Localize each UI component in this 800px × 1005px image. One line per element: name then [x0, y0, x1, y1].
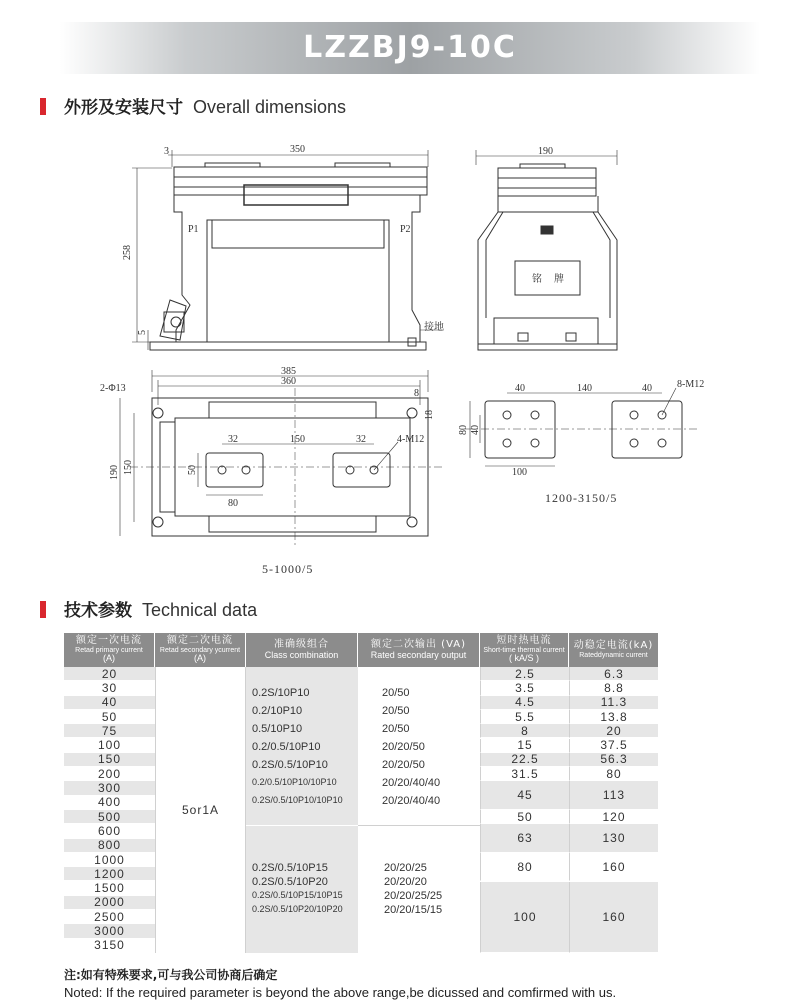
section-heading-dimensions	[40, 93, 346, 118]
dynamic-current-cell: 120	[569, 810, 658, 824]
header-en: Retad secondary ycurrent	[159, 646, 241, 654]
header-cn: 额定一次电流	[76, 635, 142, 647]
terminal-view	[465, 388, 700, 466]
dim-side-width: 190	[538, 146, 553, 157]
nameplate-char-1: 铭	[532, 274, 542, 285]
dynamic-current-cell: 160	[569, 853, 658, 882]
dim-term-140: 140	[577, 383, 592, 394]
thermal-current-cell: 50	[480, 810, 569, 824]
label-p2: P2	[400, 224, 411, 235]
section-title-cn: 技术参数	[64, 601, 132, 621]
technical-drawing	[0, 130, 800, 585]
primary-current-cell: 30	[64, 681, 155, 695]
dynamic-current-cell: 56.3	[569, 753, 658, 767]
class-group-2	[246, 825, 358, 953]
dynamic-current-cell: 8.8	[569, 681, 658, 695]
dim-top-150v: 150	[123, 460, 134, 475]
primary-current-cell: 2000	[64, 896, 155, 910]
dynamic-current-cell: 13.8	[569, 710, 658, 724]
header-thermal-current	[480, 633, 569, 667]
primary-current-cell: 100	[64, 739, 155, 753]
thermal-current-cell: 100	[480, 882, 569, 954]
dim-term-100: 100	[512, 467, 527, 478]
output-item: 20/20/50	[382, 741, 425, 753]
dim-term-40v: 40	[470, 425, 481, 435]
primary-current-cell: 200	[64, 767, 155, 781]
header-cn: 动稳定电流(kA)	[573, 640, 654, 652]
dim-term-40b: 40	[642, 383, 652, 394]
dim-top-32b: 32	[356, 434, 366, 445]
technical-data-table	[64, 633, 658, 953]
output-item: 20/20/40/40	[382, 795, 441, 807]
nameplate-char-2: 牌	[554, 274, 564, 285]
dynamic-current-cell: 80	[569, 767, 658, 781]
output-item: 20/50	[382, 723, 410, 735]
output-group-2	[358, 825, 480, 953]
dim-top-385: 385	[281, 366, 296, 377]
section-marker	[40, 98, 46, 115]
dim-top-150: 150	[290, 434, 305, 445]
secondary-current-cell: 5or1A	[155, 667, 246, 953]
thermal-current-cell: 22.5	[480, 753, 569, 767]
thermal-current-cell: 5.5	[480, 710, 569, 724]
primary-current-cell: 150	[64, 753, 155, 767]
class-item: 0.2S/0.5/10P15/10P15	[252, 889, 343, 900]
header-unit: (A)	[194, 653, 206, 664]
primary-current-cell: 600	[64, 824, 155, 838]
dim-top-18: 18	[424, 410, 435, 420]
output-group-1	[358, 667, 480, 825]
dynamic-current-cell: 20	[569, 724, 658, 738]
dim-term-m12: 8-M12	[677, 379, 705, 390]
header-cn: 额定二次输出 (VA)	[370, 639, 467, 651]
header-cn: 准确级组合	[274, 639, 329, 651]
product-title: LZZBJ9-10C	[303, 30, 517, 65]
header-en: Short-time thermal current	[483, 646, 565, 654]
caption-terminal-view: 1200-3150/5	[545, 491, 618, 505]
front-view	[132, 150, 442, 350]
side-view	[476, 150, 617, 350]
thermal-current-cell: 4.5	[480, 696, 569, 710]
thermal-current-cell: 31.5	[480, 767, 569, 781]
header-dynamic-current	[569, 633, 658, 667]
top-view	[120, 370, 442, 548]
header-en: Retad primary current	[75, 646, 143, 654]
section-title-en: Overall dimensions	[193, 97, 347, 117]
thermal-current-cell: 63	[480, 824, 569, 853]
dim-top-50: 50	[187, 465, 198, 475]
section-marker	[40, 601, 46, 618]
class-item: 0.2S/0.5/10P15	[252, 861, 328, 874]
dim-top-8: 8	[414, 388, 419, 399]
dim-top-80: 80	[228, 498, 238, 509]
header-en: Class combination	[264, 649, 339, 660]
output-item: 20/20/15/15	[384, 903, 443, 916]
header-cn: 额定二次电流	[167, 635, 233, 647]
primary-current-cell: 50	[64, 710, 155, 724]
header-secondary-current	[155, 633, 246, 667]
dynamic-current-cell: 130	[569, 824, 658, 853]
header-unit: ( kA/S )	[508, 653, 539, 664]
primary-current-cell: 500	[64, 810, 155, 824]
class-item: 0.2S/0.5/10P10/10P10	[252, 795, 343, 805]
thermal-current-cell: 15	[480, 739, 569, 753]
dim-top-m12: 4-M12	[397, 434, 425, 445]
thermal-current-cell: 3.5	[480, 681, 569, 695]
class-group-1	[246, 667, 358, 825]
primary-current-cell: 75	[64, 724, 155, 738]
class-item: 0.2S/0.5/10P10	[252, 759, 328, 771]
dim-front-height: 258	[122, 245, 133, 260]
class-item: 0.5/10P10	[252, 723, 303, 735]
primary-current-cell: 2500	[64, 910, 155, 924]
header-rated-output	[358, 633, 480, 667]
class-item: 0.2S/10P10	[252, 687, 310, 699]
class-item: 0.2/0.5/10P10	[252, 741, 321, 753]
primary-current-cell: 3150	[64, 939, 155, 953]
primary-current-cell: 300	[64, 781, 155, 795]
header-primary-current	[64, 633, 155, 667]
dynamic-current-cell: 6.3	[569, 667, 658, 681]
dim-front-5: 5	[137, 330, 148, 335]
caption-top-view: 5-1000/5	[262, 562, 314, 576]
section-title-en: Technical data	[142, 600, 258, 620]
title-banner	[60, 22, 760, 74]
class-item: 0.2S/0.5/10P20	[252, 875, 328, 888]
header-unit: (A)	[103, 653, 115, 664]
output-item: 20/50	[382, 687, 410, 699]
class-item: 0.2S/0.5/10P20/10P20	[252, 903, 343, 914]
dynamic-current-cell: 160	[569, 882, 658, 954]
primary-current-cell: 20	[64, 667, 155, 681]
primary-current-cell: 1000	[64, 853, 155, 867]
thermal-current-cell: 45	[480, 781, 569, 810]
note-english: Noted: If the required parameter is beyond the above range,be dicussed and comfirmed with us.	[64, 985, 617, 1000]
primary-current-cell: 800	[64, 839, 155, 853]
label-p1: P1	[188, 224, 199, 235]
primary-current-cell: 40	[64, 696, 155, 710]
note-chinese: 注:如有特殊要求,可与我公司协商后确定	[64, 968, 278, 982]
output-item: 20/50	[382, 705, 410, 717]
dim-top-190: 190	[109, 465, 120, 480]
label-ground: 接地	[424, 322, 444, 333]
dim-top-hole: 2-Φ13	[100, 383, 126, 394]
output-item: 20/20/25	[384, 861, 427, 874]
primary-current-cell: 3000	[64, 924, 155, 938]
header-en: Rated secondary output	[370, 649, 467, 660]
class-item: 0.2/10P10	[252, 705, 303, 717]
dim-term-80: 80	[458, 425, 469, 435]
dim-top-360: 360	[281, 376, 296, 387]
output-item: 20/20/20	[384, 875, 427, 888]
dim-top-32a: 32	[228, 434, 238, 445]
thermal-current-cell: 8	[480, 724, 569, 738]
section-heading-technical	[40, 596, 257, 621]
header-cn: 短时热电流	[496, 635, 552, 647]
dynamic-current-cell: 11.3	[569, 696, 658, 710]
dim-front-width: 350	[290, 144, 305, 155]
thermal-current-cell: 2.5	[480, 667, 569, 681]
header-class-combination	[246, 633, 358, 667]
primary-current-cell: 1500	[64, 882, 155, 896]
output-item: 20/20/50	[382, 759, 425, 771]
primary-current-cell: 1200	[64, 867, 155, 881]
output-item: 20/20/25/25	[384, 889, 443, 902]
dim-front-3: 3	[164, 146, 169, 157]
class-item: 0.2/0.5/10P10/10P10	[252, 777, 337, 787]
thermal-current-cell: 80	[480, 853, 569, 882]
section-title-cn: 外形及安装尺寸	[64, 98, 183, 118]
primary-current-cell: 400	[64, 796, 155, 810]
header-en: Rateddynamic current	[579, 651, 648, 659]
dynamic-current-cell: 113	[569, 781, 658, 810]
dim-term-40a: 40	[515, 383, 525, 394]
dynamic-current-cell: 37.5	[569, 739, 658, 753]
output-item: 20/20/40/40	[382, 777, 441, 789]
